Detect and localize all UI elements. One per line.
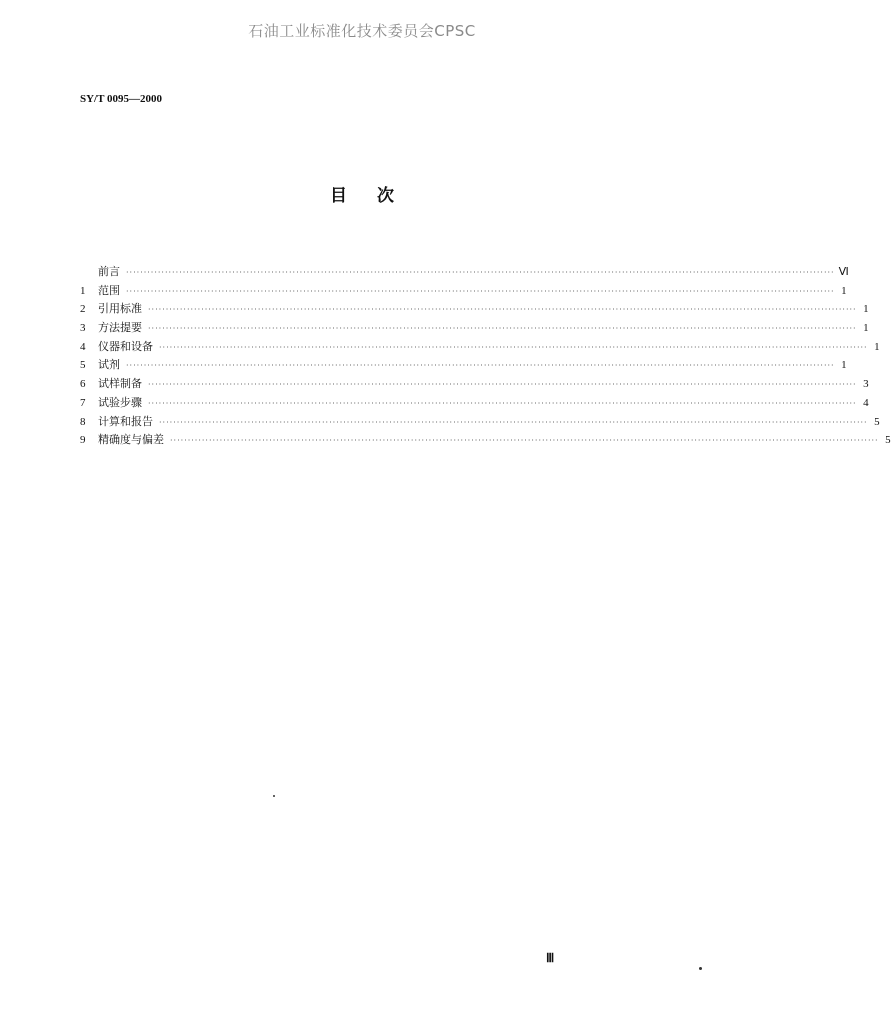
toc-entry-number: 5 bbox=[80, 359, 86, 372]
toc-entry[interactable] bbox=[80, 431, 891, 450]
table-of-contents bbox=[80, 263, 891, 450]
toc-leader-dots: ········································································································································································································ bbox=[148, 398, 857, 408]
toc-entry-label: 范围 bbox=[98, 283, 120, 297]
toc-entry[interactable] bbox=[80, 413, 880, 432]
toc-entry-number: 6 bbox=[80, 378, 86, 391]
toc-entry-page: 4 bbox=[863, 396, 869, 409]
toc-entry-label: 试样制备 bbox=[98, 377, 142, 391]
toc-entry-number: 9 bbox=[80, 434, 86, 447]
toc-entry[interactable] bbox=[80, 338, 880, 357]
toc-entry-page: 1 bbox=[841, 284, 847, 297]
toc-title: 目次 bbox=[330, 186, 424, 206]
toc-entry-number: 1 bbox=[80, 284, 86, 297]
scan-speck bbox=[699, 967, 702, 970]
toc-leader-dots: ········································································································································································································ bbox=[159, 417, 868, 427]
page-number: Ⅲ bbox=[546, 951, 555, 965]
toc-entry-page: 1 bbox=[863, 322, 869, 335]
toc-entry[interactable] bbox=[80, 300, 869, 319]
toc-entry-page: 5 bbox=[874, 415, 880, 428]
toc-leader-dots: ········································································································································································································ bbox=[148, 324, 857, 334]
toc-leader-dots: ········································································································································································································ bbox=[159, 342, 868, 352]
toc-entry-page: Ⅵ bbox=[838, 266, 849, 278]
toc-leader-dots: ········································································································································································································ bbox=[170, 436, 879, 446]
toc-leader-dots: ········································································································································································································ bbox=[148, 380, 857, 390]
toc-entry[interactable] bbox=[80, 319, 869, 338]
toc-entry-label: 方法提要 bbox=[98, 321, 142, 335]
toc-leader-dots: ········································································································································································································ bbox=[148, 305, 857, 315]
toc-entry-number: 7 bbox=[80, 396, 86, 409]
toc-leader-dots: ········································································································································································································ bbox=[126, 268, 835, 277]
watermark-text: 石油工业标准化技术委员会CPSC bbox=[248, 22, 476, 40]
toc-entry-page: 1 bbox=[841, 359, 847, 372]
toc-leader-dots: ········································································································································································································ bbox=[126, 361, 835, 371]
toc-entry-page: 1 bbox=[863, 303, 869, 316]
toc-entry[interactable] bbox=[80, 282, 847, 301]
toc-entry-label: 试剂 bbox=[98, 358, 120, 372]
toc-entry-label: 精确度与偏差 bbox=[98, 433, 164, 447]
toc-entry-label: 仪器和设备 bbox=[98, 339, 153, 353]
toc-entry[interactable] bbox=[80, 394, 869, 413]
toc-entry-page: 3 bbox=[863, 378, 869, 391]
toc-entry-page: 1 bbox=[874, 340, 880, 353]
toc-entry-page: 5 bbox=[885, 434, 891, 447]
scan-speck bbox=[273, 795, 275, 797]
toc-entry-label: 引用标准 bbox=[98, 302, 142, 316]
toc-entry[interactable] bbox=[80, 375, 869, 394]
standard-code: SY/T 0095—2000 bbox=[80, 93, 163, 105]
toc-entry-label: 前言 bbox=[98, 265, 120, 278]
toc-entry-number: 3 bbox=[80, 322, 86, 335]
toc-entry-number: 8 bbox=[80, 415, 86, 428]
toc-entry[interactable] bbox=[80, 356, 847, 375]
toc-leader-dots: ········································································································································································································ bbox=[126, 286, 835, 296]
toc-entry-number: 2 bbox=[80, 303, 86, 316]
toc-entry-label: 试验步骤 bbox=[98, 395, 142, 409]
toc-entry[interactable] bbox=[80, 263, 849, 282]
toc-entry-number: 4 bbox=[80, 340, 86, 353]
toc-entry-label: 计算和报告 bbox=[98, 414, 153, 428]
